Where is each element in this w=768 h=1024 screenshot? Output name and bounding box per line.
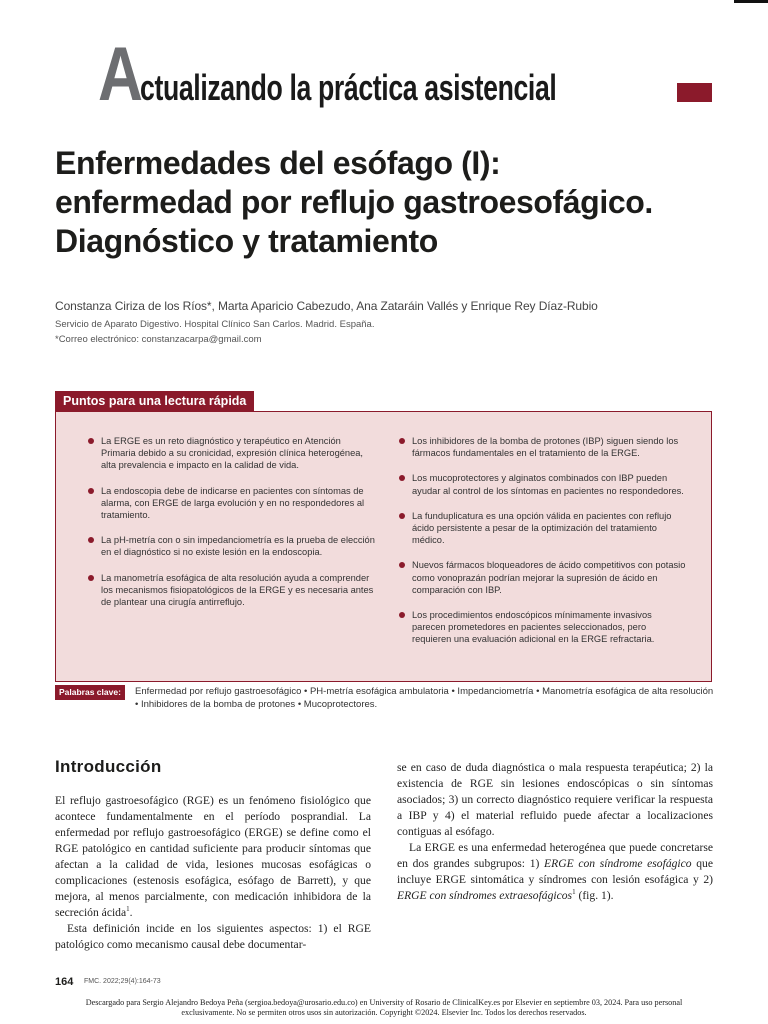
paragraph-text: La ERGE es una enfermedad heterogénea que puede concretarse en dos grandes subgrupos: 1)	[397, 841, 713, 870]
list-item	[90, 435, 375, 472]
section-initial: A	[98, 32, 144, 117]
quick-reading-right-column	[401, 435, 686, 659]
keywords-text: Enfermedad por reflujo gastroesofágico • PH-metría esofágica ambulatoria • Impedanciometría • Manometría esofágica de alta resolución • Inhibidores de la bomba de protones • Mucoprotectores.	[135, 686, 714, 710]
quick-reading-box	[55, 411, 712, 682]
paragraph-text: (fig. 1).	[575, 889, 614, 902]
list-item-text: Los procedimientos endoscópicos mínimamente invasivos parecen prometedores en pacientes seleccionados, pero requieren una evaluación adicional en la ERGE refractaria.	[412, 610, 655, 645]
keywords-label: Palabras clave:	[55, 685, 125, 700]
section-header	[98, 32, 718, 117]
bullet-icon	[88, 438, 94, 444]
list-item	[401, 609, 686, 646]
bullet-icon	[399, 562, 405, 568]
list-item	[401, 510, 686, 547]
paragraph	[397, 840, 713, 904]
paragraph-text: que incluye ERGE sintomática y síndromes con lesión esofágica y 2)	[397, 857, 713, 886]
reference-marker: 1	[572, 888, 576, 897]
paragraph-text: El reflujo gastroesofágico (RGE) es un fenómeno fisiológico que acontece fundamentalmente en el período posprandial. La enfermedad por reflujo gastroesofágico (ERGE) se define como el RGE patológico en cantidad suficiente para producir síntomas que afectan a la calidad de vida, lesiones mucosas esofágicas o complicaciones (estenosis esofágica, esófago de Barrett), y que mejora, al menos parcialmente, con medicación inhibidora de la secreción ácida	[55, 794, 371, 919]
list-item	[90, 485, 375, 522]
bullet-icon	[399, 612, 405, 618]
list-item-text: La pH-metría con o sin impedanciometría es la prueba de elección en el diagnóstico si no existe lesión en la endoscopia.	[101, 535, 375, 558]
list-item-text: La endoscopia debe de indicarse en pacientes con síntomas de alarma, con ERGE de larga evolución y en no respondedores al tratamiento.	[101, 485, 365, 521]
list-item-text: Los mucoprotectores y alginatos combinados con IBP pueden ayudar al control de los síntomas en pacientes no respondedores.	[412, 473, 684, 496]
list-item-text: La manometría esofágica de alta resolución ayuda a comprender los mecanismos fisiopatológicos de la ERGE y es necesaria antes de plantear una cirugía antirreflujo.	[101, 572, 374, 608]
body-column-left	[55, 793, 371, 953]
quick-reading-left-column	[90, 435, 375, 621]
download-notice: Descargado para Sergio Alejandro Bedoya Peña (sergioa.bedoya@urosario.edu.co) en University of Rosario de ClinicalKey.es por Elsevier en septiembre 03, 2024. Para uso personal exclusivamente. No se permiten otros usos sin autorización. Copyright ©2024. Elsevier Inc. Todos los derechos reservados.	[85, 998, 683, 1017]
quick-reading-heading: Puntos para una lectura rápida	[55, 391, 254, 411]
affiliation: Servicio de Aparato Digestivo. Hospital Clínico San Carlos. Madrid. España.	[55, 319, 375, 330]
bullet-icon	[399, 438, 405, 444]
paragraph	[55, 793, 371, 921]
journal-citation: FMC. 2022;29(4):164-73	[84, 978, 161, 985]
corner-crop-mark	[734, 0, 768, 3]
emphasis-text: ERGE con síndromes extraesofágicos	[397, 889, 573, 902]
list-item	[401, 559, 686, 596]
title-line: Diagnóstico y tratamiento	[55, 223, 438, 259]
bullet-icon	[88, 488, 94, 494]
list-item	[401, 472, 686, 496]
list-item-text: Nuevos fármacos bloqueadores de ácido competitivos con potasio como vonoprazán podrían mejorar la supresión de ácido en comparación con IBP.	[412, 560, 686, 595]
list-item-text: La funduplicatura es una opción válida en pacientes con reflujo ácido persistente a pesar de la optimización del tratamiento médico.	[412, 510, 672, 546]
title-line: Enfermedades del esófago (I):	[55, 145, 501, 181]
body-column-right	[397, 760, 713, 904]
corresponding-email: *Correo electrónico: constanzacarpa@gmail.com	[55, 334, 262, 345]
list-item	[401, 435, 686, 459]
section-accent-bar	[677, 83, 712, 102]
bullet-icon	[88, 575, 94, 581]
section-heading-introduction: Introducción	[55, 757, 162, 776]
bullet-icon	[88, 537, 94, 543]
section-title: ctualizando la práctica asistencial	[140, 67, 557, 108]
list-item-text: La ERGE es un reto diagnóstico y terapéutico en Atención Primaria debido a su cronicidad, expresión clínica heterogénea, alta prevalencia e impacto en la calidad de vida.	[101, 436, 364, 471]
paragraph-text: .	[129, 906, 133, 919]
bullet-icon	[399, 475, 405, 481]
title-line: enfermedad por reflujo gastroesofágico.	[55, 184, 653, 220]
list-item-text: Los inhibidores de la bomba de protones (IBP) siguen siendo los fármacos fundamentales en el tratamiento de la ERGE.	[412, 436, 679, 459]
bullet-icon	[399, 513, 405, 519]
list-item	[90, 534, 375, 558]
paragraph: se en caso de duda diagnóstica o mala respuesta terapéutica; 2) la existencia de RGE sin lesiones endoscópicas o sin síntomas asociados; 3) un correcto diagnóstico requiere verificar la respuesta a IBP y 4) el material refluido puede afectar a localizaciones contiguas al esófago.	[397, 761, 713, 838]
paragraph: Esta definición incide en los siguientes aspectos: 1) el RGE patológico como mecanismo causal debe documentar-	[55, 922, 371, 951]
list-item	[90, 572, 375, 609]
page-number: 164	[55, 976, 74, 988]
authors: Constanza Ciriza de los Ríos*, Marta Aparicio Cabezudo, Ana Zataráin Vallés y Enrique Rey Díaz-Rubio	[55, 299, 598, 313]
reference-marker: 1	[126, 905, 130, 914]
emphasis-text: ERGE con síndrome esofágico	[544, 857, 692, 870]
article-title	[55, 144, 735, 261]
